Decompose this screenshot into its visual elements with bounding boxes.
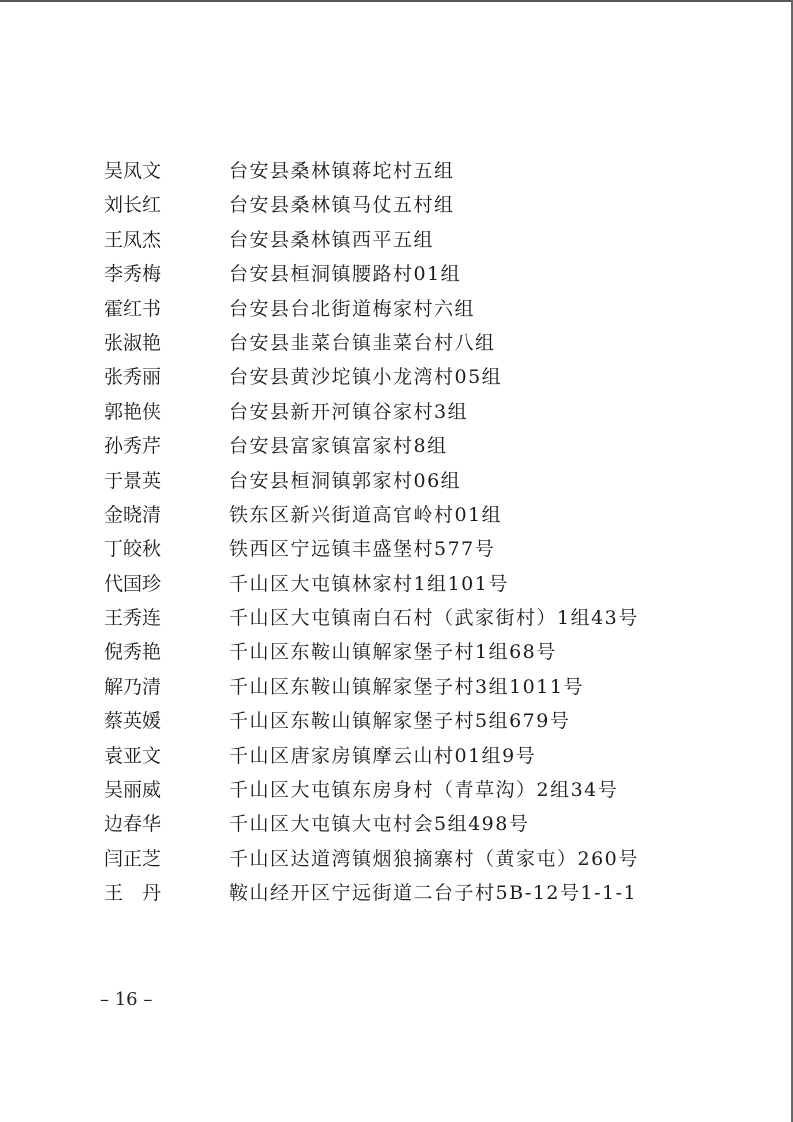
person-address: 台安县桓洞镇郭家村06组 — [229, 469, 462, 492]
person-name: 丁皎秋 — [104, 538, 162, 561]
person-name: 倪秀艳 — [104, 641, 162, 664]
name-address-list — [0, 154, 793, 911]
list-item — [0, 154, 793, 188]
list-item — [0, 807, 793, 841]
person-name: 王秀连 — [104, 607, 162, 630]
person-address: 台安县桑林镇西平五组 — [229, 228, 435, 251]
person-name: 金晓清 — [104, 503, 162, 526]
person-address: 台安县富家镇富家村8组 — [229, 435, 448, 458]
person-address: 铁东区新兴街道高官岭村01组 — [229, 503, 503, 526]
list-item — [0, 876, 793, 910]
page-number: – 16 – — [100, 989, 153, 1010]
person-address: 千山区东鞍山镇解家堡子村5组679号 — [229, 710, 571, 733]
person-name: 王 丹 — [104, 882, 162, 905]
list-item — [0, 429, 793, 463]
person-name: 郭艳侠 — [104, 400, 162, 423]
list-item — [0, 635, 793, 669]
person-name: 王凤杰 — [104, 228, 162, 251]
list-item — [0, 257, 793, 291]
list-item — [0, 567, 793, 601]
person-address: 鞍山经开区宁远街道二台子村5B-12号1-1-1 — [229, 882, 638, 905]
person-address: 台安县新开河镇谷家村3组 — [229, 400, 469, 423]
person-name: 张淑艳 — [104, 331, 162, 354]
person-name: 袁亚文 — [104, 744, 162, 767]
person-name: 孙秀芹 — [104, 435, 162, 458]
person-name: 霍红书 — [104, 297, 162, 320]
person-name: 吴凤文 — [104, 160, 162, 182]
list-item — [0, 842, 793, 876]
list-item — [0, 326, 793, 360]
person-address: 台安县黄沙坨镇小龙湾村05组 — [229, 366, 503, 389]
person-name: 代国珍 — [104, 572, 162, 595]
person-name: 于景英 — [104, 469, 162, 492]
list-item — [0, 704, 793, 738]
list-item — [0, 739, 793, 773]
person-address: 千山区东鞍山镇解家堡子村1组68号 — [229, 641, 557, 664]
person-address: 铁西区宁远镇丰盛堡村577号 — [229, 538, 496, 561]
person-address: 千山区大屯镇东房身村（青草沟）2组34号 — [229, 779, 619, 802]
person-name: 李秀梅 — [104, 263, 162, 286]
list-item — [0, 395, 793, 429]
list-item — [0, 464, 793, 498]
person-name: 刘长红 — [104, 194, 162, 217]
person-address: 千山区唐家房镇摩云山村01组9号 — [229, 744, 537, 767]
list-item — [0, 670, 793, 704]
list-item — [0, 188, 793, 222]
person-name: 闫正芝 — [104, 847, 162, 870]
person-address: 台安县台北街道梅家村六组 — [229, 297, 476, 320]
person-name: 解乃清 — [104, 675, 162, 698]
person-address: 千山区大屯镇大屯村会5组498号 — [229, 813, 530, 836]
scan-edge-top — [0, 0, 793, 2]
person-address: 台安县桑林镇马仗五村组 — [229, 194, 455, 217]
person-name: 张秀丽 — [104, 366, 162, 389]
person-address: 台安县桓洞镇腰路村01组 — [229, 263, 462, 286]
person-address: 千山区大屯镇林家村1组101号 — [229, 572, 509, 595]
list-item — [0, 223, 793, 257]
list-item — [0, 498, 793, 532]
list-item — [0, 773, 793, 807]
list-item — [0, 532, 793, 566]
list-item — [0, 601, 793, 635]
person-name: 蔡英媛 — [104, 710, 162, 733]
list-item — [0, 292, 793, 326]
list-item — [0, 360, 793, 394]
person-address: 台安县韭菜台镇韭菜台村八组 — [229, 331, 496, 354]
person-name: 吴丽威 — [104, 779, 162, 802]
person-name: 边春华 — [104, 813, 162, 836]
person-address: 千山区东鞍山镇解家堡子村3组1011号 — [229, 675, 584, 698]
person-address: 千山区达道湾镇烟狼摘寨村（黄家屯）260号 — [229, 847, 639, 870]
person-address: 千山区大屯镇南白石村（武家街村）1组43号 — [229, 607, 639, 630]
person-address: 台安县桑林镇蒋坨村五组 — [229, 160, 455, 182]
